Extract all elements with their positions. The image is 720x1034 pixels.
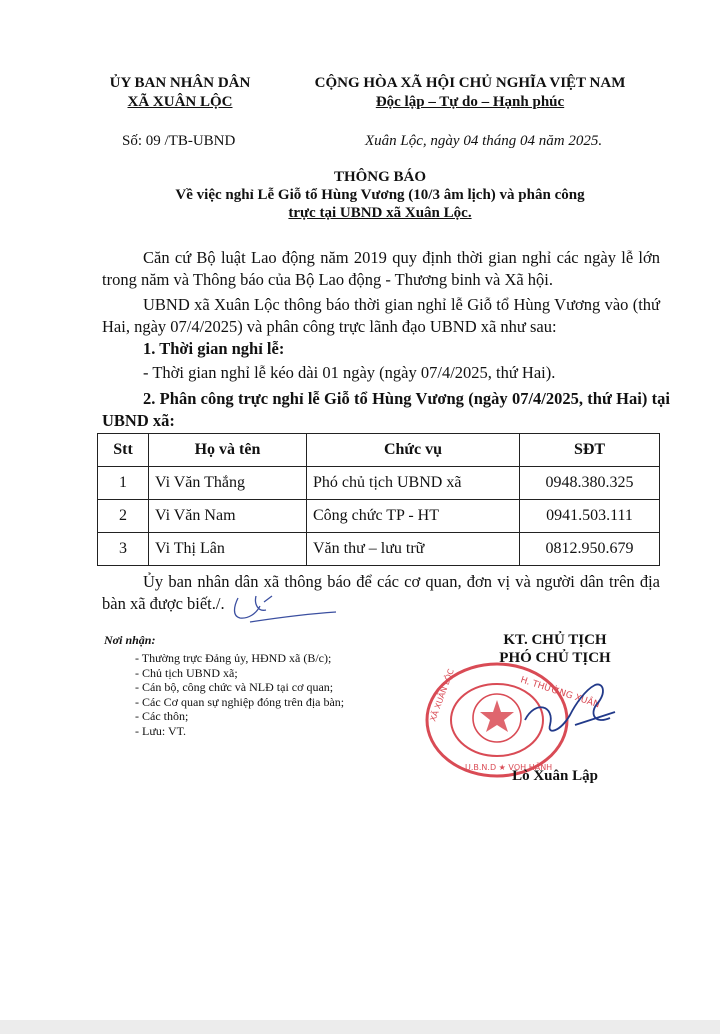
signer-title: PHÓ CHỦ TỊCH (499, 650, 611, 666)
svg-text:U.B.N.D ★ VỌH HẢNH: U.B.N.D ★ VỌH HẢNH (465, 763, 553, 772)
initial-signature-mark (226, 592, 341, 626)
cell-stt: 1 (98, 467, 149, 500)
section-1-content: - Thời gian nghỉ lễ kéo dài 01 ngày (ngày 07/4/2025, thứ Hai). (143, 363, 556, 382)
cell-phone: 0812.950.679 (520, 533, 660, 566)
cell-name: Vi Văn Thắng (149, 467, 307, 500)
svg-text:XÃ XUÂN LỘC: XÃ XUÂN LỘC (428, 667, 456, 723)
recipient-item: - Các thôn; (135, 709, 189, 723)
signer-name: Lò Xuân Lập (512, 768, 598, 784)
country-name: CỘNG HÒA XÃ HỘI CHỦ NGHĨA VIỆT NAM (314, 75, 626, 91)
cell-stt: 2 (98, 500, 149, 533)
cell-phone: 0941.503.111 (520, 500, 660, 533)
cell-stt: 3 (98, 533, 149, 566)
document-subject-line2: trực tại UBND xã Xuân Lộc. (288, 205, 472, 221)
svg-text:H. THƯỜNG XUÂN: H. THƯỜNG XUÂN (519, 675, 601, 711)
closing-paragraph: Ủy ban nhân dân xã thông báo để các cơ quan, đơn vị và người dân trên địa bàn xã được biết./. (102, 572, 660, 613)
section-2-heading: 2. Phân công trực nghỉ lễ Giỗ tổ Hùng Vương (ngày 07/4/2025, thứ Hai) tại UBND xã: (102, 389, 670, 430)
col-header-phone: SĐT (520, 434, 660, 467)
document-number: Số: 09 /TB-UBND (122, 133, 236, 149)
signature-scribble (515, 670, 625, 740)
cell-phone: 0948.380.325 (520, 467, 660, 500)
paragraph-announcement: UBND xã Xuân Lộc thông báo thời gian nghỉ lễ Giỗ tổ Hùng Vương vào (thứ Hai, ngày 07/4/2025) và phân công trực lãnh đạo UBND xã như sau: (102, 295, 660, 336)
signer-authority: KT. CHỦ TỊCH (503, 632, 607, 648)
place-date: Xuân Lộc, ngày 04 tháng 04 năm 2025. (365, 133, 603, 149)
document-title: THÔNG BÁO (333, 169, 427, 185)
recipient-item: - Chủ tịch UBND xã; (135, 665, 238, 680)
table-row (98, 467, 660, 500)
cell-name: Vi Văn Nam (149, 500, 307, 533)
paragraph-basis: Căn cứ Bộ luật Lao động năm 2019 quy định thời gian nghỉ các ngày lễ lớn trong năm và Thông báo của Bộ Lao động - Thương binh và Xã hội. (102, 248, 660, 289)
recipient-item: - Các Cơ quan sự nghiệp đóng trên địa bàn; (135, 694, 345, 709)
cell-position: Văn thư – lưu trữ (307, 533, 520, 566)
recipients-label: Nơi nhận: (104, 633, 156, 647)
section-1-heading: 1. Thời gian nghỉ lễ: (143, 339, 285, 358)
recipient-item: - Cán bộ, công chức và NLĐ tại cơ quan; (135, 680, 334, 694)
motto: Độc lập – Tự do – Hạnh phúc (375, 94, 565, 110)
cell-position: Công chức TP - HT (307, 500, 520, 533)
recipient-item: - Lưu: VT. (135, 723, 187, 738)
col-header-name: Họ và tên (149, 434, 307, 467)
cell-name: Vi Thị Lân (149, 533, 307, 566)
commune-name: XÃ XUÂN LỘC (127, 94, 233, 110)
cell-position: Phó chủ tịch UBND xã (307, 467, 520, 500)
recipient-item: - Thường trực Đảng ủy, HĐND xã (B/c); (135, 651, 332, 665)
col-header-position: Chức vụ (307, 434, 520, 467)
duty-table (97, 433, 660, 566)
table-row (98, 500, 660, 533)
table-row (98, 533, 660, 566)
table-header-row (98, 434, 660, 467)
agency-name: ỦY BAN NHÂN DÂN (109, 75, 251, 91)
col-header-stt: Stt (98, 434, 149, 467)
document-subject-line1: Về việc nghỉ Lễ Giỗ tổ Hùng Vương (10/3 âm lịch) và phân công (175, 187, 585, 203)
